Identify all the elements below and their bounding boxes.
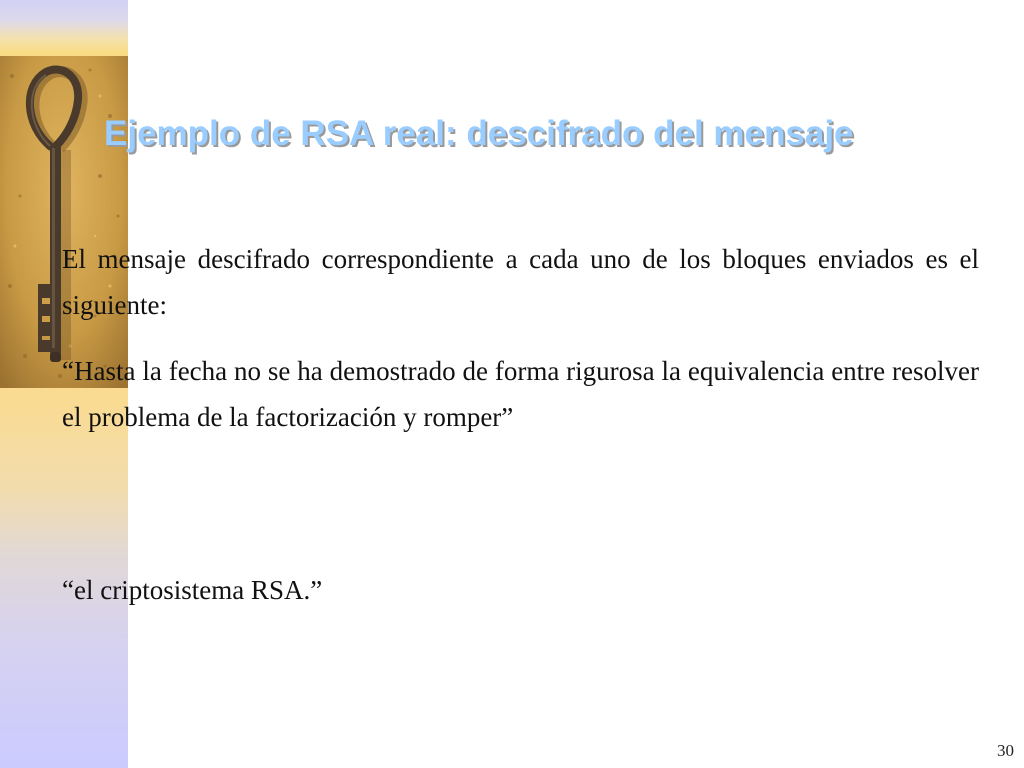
slide-title: Ejemplo de RSA real: descifrado del mensaje xyxy=(104,114,854,153)
decrypted-message-part-1: “Hasta la fecha no se ha demostrado de forma rigurosa la equivalencia entre resolver el problema de la factorización y romper” xyxy=(62,356,979,432)
key-photo xyxy=(0,56,128,388)
intro-paragraph: El mensaje descifrado correspondiente a cada uno de los bloques enviados es el siguiente: xyxy=(62,244,979,320)
decrypted-message-part-2: “el criptosistema RSA.” xyxy=(62,575,323,605)
slide-number: 30 xyxy=(997,741,1014,760)
